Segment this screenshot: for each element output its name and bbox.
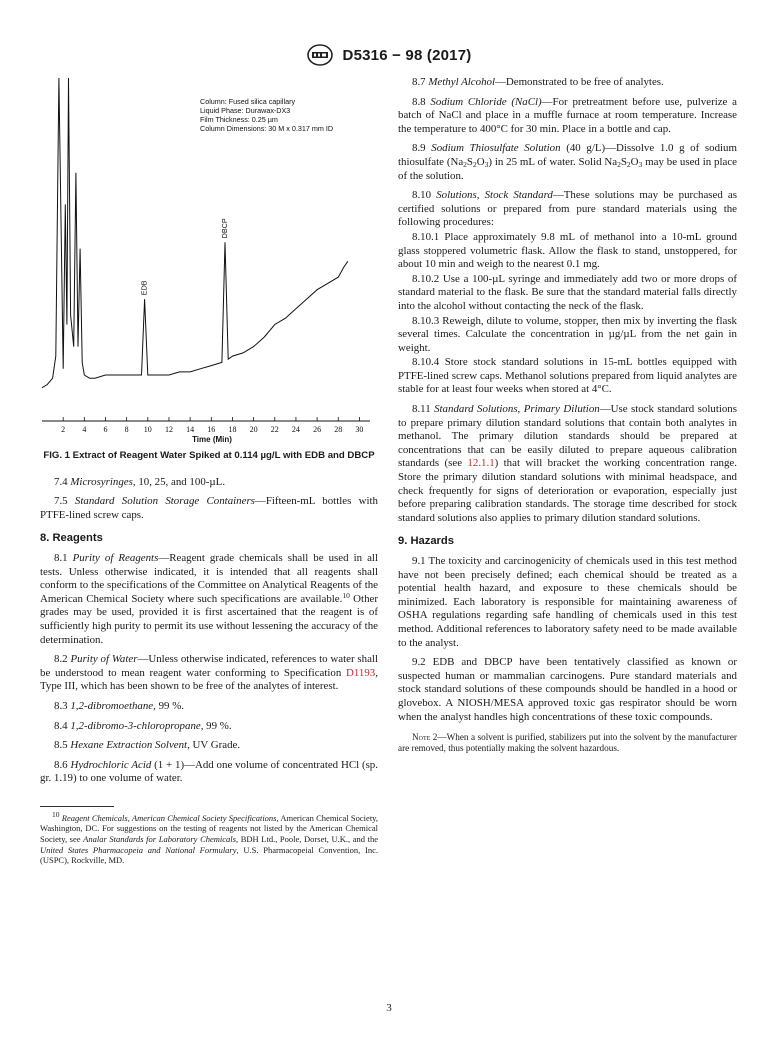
paragraph-8-11: 8.11 Standard Solutions, Primary Dilution—Use stock standard solutions to prepare primary dilution standard solutions that contain both analytes in methanol. The primary dilution standards should be prepared at concentrations that can be easily diluted to prepare aqueous calibration standards (see 12.1.1) that will bracket the working concentration range. Store the primary dilution standard solutions with minimal headspace, and check frequently for signs of deterioration or evaporation, especially just before preparing calibration standards. The storage time described for stock standard solutions also applies to primary dilution standard solutions. bbox=[398, 403, 737, 524]
paragraph-8-7: 8.7 Methyl Alcohol—Demonstrated to be free of analytes. bbox=[412, 76, 664, 88]
footnote-10: $^{10}$ Reagent Chemicals, American Chemical Society Specifications, American Chemical Society, Washington, DC. For suggestions on the testing of reagents not listed by the American Chemical Society, see Analar Standards for Laboratory Chemicals, BDH Ltd., Poole, Dorset, U.K., and the United States Pharmacopeia and National Formulary, U.S. Pharmacopeial Convention, Inc. (USPC), Rockville, MD. bbox=[40, 809, 379, 866]
paragraph-8-10-3: 8.10.3 Reweigh, dilute to volume, stopper, then mix by inverting the flask several times. Calculate the concentration in µg/µL from the net gain in weight. bbox=[398, 314, 737, 354]
section-link-12-1-1[interactable]: 12.1.1 bbox=[467, 457, 495, 470]
x-tick-label: 26 bbox=[313, 425, 322, 434]
paragraph-8-8: 8.8 Sodium Chloride (NaCl)—For pretreatment before use, pulverize a batch of NaCl and place in a muffle furnace at room temperature. Increase the temperature to 400°C for 30 min. Place in a bottle and cap. bbox=[398, 95, 738, 135]
page-number: 3 bbox=[386, 1002, 392, 1014]
legend-line: Column Dimensions: 30 M x 0.317 mm ID bbox=[200, 124, 334, 133]
astm-logo-icon bbox=[307, 44, 333, 66]
x-tick-label: 10 bbox=[143, 425, 152, 434]
x-tick-label: 22 bbox=[270, 425, 279, 434]
paragraph-8-4: 8.4 1,2-dibromo-3-chloropropane, 99 %. bbox=[54, 719, 232, 732]
chromatogram-chart bbox=[40, 76, 378, 448]
x-tick-label: 28 bbox=[334, 425, 343, 434]
paragraph-8-6: 8.6 Hydrochloric Acid (1 + 1)—Add one volume of concentrated HCl (sp. gr. 1.19) to one volume of water. bbox=[40, 758, 378, 785]
left-column bbox=[40, 76, 378, 866]
legend-line: Liquid Phase: Durawax-DX3 bbox=[200, 106, 291, 115]
paragraph-7-4: 7.4 Microsyringes, 10, 25, and 100-µL. bbox=[54, 475, 226, 488]
x-tick-label: 16 bbox=[207, 425, 216, 434]
x-tick-label: 4 bbox=[82, 425, 87, 434]
paragraph-8-10-1: 8.10.1 Place approximately 9.8 mL of methanol into a 10-mL ground glass stoppered volumetric flask. Allow the flask to stand, unstoppered, for about 10 min and weigh to the nearest 0.1 mg. bbox=[398, 230, 737, 271]
footnote-ref: 10 bbox=[342, 590, 350, 600]
x-tick-label: 2 bbox=[61, 425, 66, 434]
legend-line: Column: Fused silica capillary bbox=[200, 97, 296, 106]
paragraph-8-9: 8.9 Sodium Thiosulfate Solution (40 g/L)—Dissolve 1.0 g of sodium thiosulfate $(Na_2S_2O_3)$ in 25 mL of water. Solid $Na_2S_2O_3$ may be used in place of the solution. bbox=[398, 142, 737, 182]
x-axis-label: Time (Min) bbox=[192, 435, 232, 444]
paragraph-7-5: 7.5 Standard Solution Storage Containers—Fifteen-mL bottles with PTFE-lined screw caps. bbox=[40, 495, 378, 521]
section-heading-reagents: 8. Reagents bbox=[40, 532, 103, 545]
legend-line: Film Thickness: 0.25 µm bbox=[200, 115, 278, 124]
paragraph-9-1: 9.1 The toxicity and carcinogenicity of chemicals used in this test method have not been precisely defined; each chemical should be treated as a potential health hazard, and exposure to these chemicals should be minimized. Each laboratory is responsible for maintaining awareness of OSHA regulations regarding safe handling of chemicals used in this test method. Additional references to laboratory safety need to be made available to the analyst. bbox=[398, 555, 737, 649]
note-2: Note 2—When a solvent is purified, stabilizers put into the solvent by the manufacturer are removed, thus potentially making the solvent hazardous. bbox=[398, 732, 737, 754]
paragraph-8-1: 8.1 Purity of Reagents—Reagent grade chemicals shall be used in all tests. Unless otherwise indicated, it is intended that all reagents shall conform to the specifications of the Committee on Analytical Reagents of the American Chemical Society where such specifications are available.$^{10}$ Other grades may be used, provided it is first ascertained that the reagent is of sufficiently high purity to permit its use without lessening the accuracy of the determination. bbox=[40, 551, 378, 646]
paragraph-8-10-2: 8.10.2 Use a 100-µL syringe and immediately add two or more drops of standard material to the flask. Be sure that the standard material falls directly into the alcohol without contacting the neck of the flask. bbox=[398, 272, 737, 312]
x-tick-label: 30 bbox=[355, 425, 364, 434]
chromatogram-figure bbox=[40, 76, 378, 448]
paragraph-8-5: 8.5 Hexane Extraction Solvent, UV Grade. bbox=[54, 739, 241, 752]
x-tick-label: 18 bbox=[228, 425, 237, 434]
peak-label-dbcp: DBCP bbox=[220, 218, 230, 239]
x-tick-label: 14 bbox=[186, 425, 195, 434]
paragraph-8-2: 8.2 Purity of Water—Unless otherwise indicated, references to water shall be understood to mean reagent water conforming to Specification D1193, Type III, which has been shown to be free of the analytes of interest. bbox=[40, 653, 378, 693]
x-tick-label: 20 bbox=[249, 425, 258, 434]
x-tick-label: 24 bbox=[291, 425, 300, 434]
page-header bbox=[0, 44, 778, 66]
x-tick-label: 8 bbox=[124, 425, 129, 434]
document-id: D5316 − 98 (2017) bbox=[342, 46, 472, 64]
x-tick-label: 12 bbox=[164, 425, 173, 434]
paragraph-8-3: 8.3 1,2-dibromoethane, 99 %. bbox=[54, 699, 184, 712]
standard-link-d1193[interactable]: D1193 bbox=[346, 666, 376, 679]
right-column bbox=[398, 76, 737, 761]
footnote-divider bbox=[40, 806, 114, 807]
figure-caption: FIG. 1 Extract of Reagent Water Spiked at 0.114 µg/L with EDB and DBCP bbox=[43, 450, 375, 461]
x-tick-label: 6 bbox=[103, 425, 108, 434]
section-heading-hazards: 9. Hazards bbox=[398, 535, 454, 548]
paragraph-8-10: 8.10 Solutions, Stock Standard—These solutions may be purchased as certified solutions or prepared from pure standard materials using the following procedures: bbox=[398, 189, 738, 229]
paragraph-8-10-4: 8.10.4 Store stock standard solutions in 15-mL bottles equipped with PTFE-lined screw caps. Methanol solutions prepared from liquid analytes are stable for at least four weeks when stored at 4°C. bbox=[398, 356, 737, 396]
paragraph-9-2: 9.2 EDB and DBCP have been tentatively classified as known or suspected human or mammalian carcinogens. Pure standard materials and stock standard solutions of these compounds should be handled in a hood or glovebox. A NIOSH/MESA approved toxic gas respirator should be worn when the analyst handles high concentrations of these toxic compounds. bbox=[398, 656, 737, 723]
peak-label-edb: EDB bbox=[139, 280, 149, 296]
